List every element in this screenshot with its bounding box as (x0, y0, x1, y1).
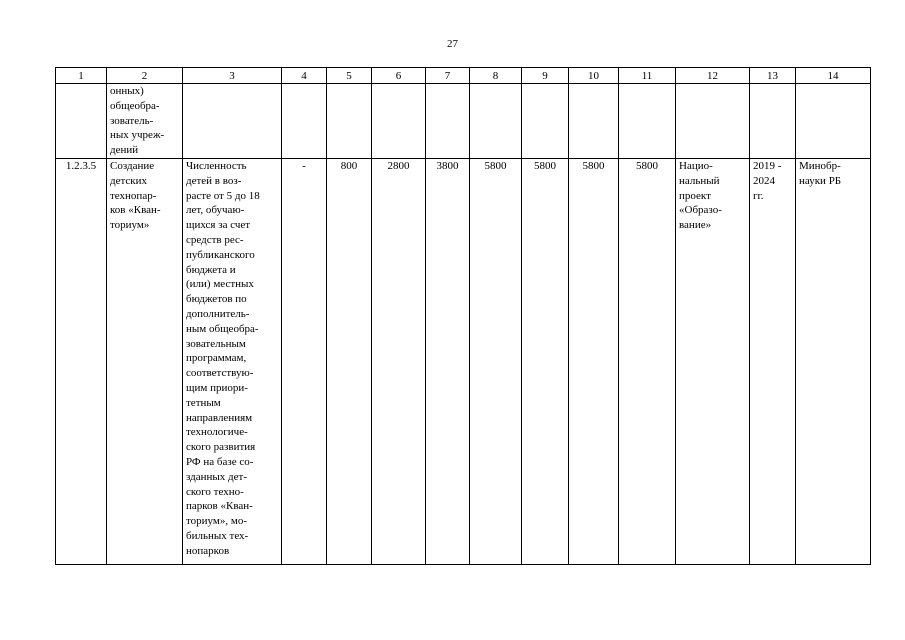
indicators-table (55, 67, 871, 565)
table-row-continuation (56, 84, 871, 159)
table-cell (619, 84, 676, 159)
table-cell (372, 84, 426, 159)
table-cell (327, 84, 372, 159)
indicator-description: Численность детей в воз- расте от 5 до 18 лет, обучаю- щихся за счет средств рес- публиканского бюджета и (или) местных бюджетов по дополнитель- ным общеобра- зовательным программам, соответствую- щим приори- тетным направлениям технологиче- ского развития РФ на базе со- зданных дет- ского техно- парков «Кван- ториум», мо- бильных тех- нопарков (183, 159, 282, 565)
column-header: 5 (327, 68, 372, 84)
column-header: 12 (676, 68, 750, 84)
page-number: 27 (447, 38, 458, 50)
column-header: 4 (282, 68, 327, 84)
column-header: 6 (372, 68, 426, 84)
table-cell (569, 84, 619, 159)
value-col8: 5800 (470, 159, 522, 565)
value-col4: - (282, 159, 327, 565)
column-header: 3 (183, 68, 282, 84)
column-header: 10 (569, 68, 619, 84)
column-header: 8 (470, 68, 522, 84)
row-code: 1.2.3.5 (56, 159, 107, 565)
table-row (56, 159, 871, 565)
value-col11: 5800 (619, 159, 676, 565)
table-cell-name-continued: онных) общеобра- зователь- ных учреж- дений (107, 84, 183, 159)
table-cell (676, 84, 750, 159)
value-col10: 5800 (569, 159, 619, 565)
column-header: 11 (619, 68, 676, 84)
table-header-row (56, 68, 871, 84)
responsible-executor: Минобр- науки РБ (796, 159, 871, 565)
table-cell (426, 84, 470, 159)
value-col6: 2800 (372, 159, 426, 565)
implementation-period: 2019 - 2024 гг. (750, 159, 796, 565)
value-col7: 3800 (426, 159, 470, 565)
column-header: 9 (522, 68, 569, 84)
table-cell (522, 84, 569, 159)
table-cell (796, 84, 871, 159)
table-cell (470, 84, 522, 159)
column-header: 2 (107, 68, 183, 84)
column-header: 13 (750, 68, 796, 84)
column-header: 1 (56, 68, 107, 84)
column-header: 7 (426, 68, 470, 84)
column-header: 14 (796, 68, 871, 84)
table-cell (750, 84, 796, 159)
project-name: Нацио- нальный проект «Образо- вание» (676, 159, 750, 565)
table-cell (56, 84, 107, 159)
value-col5: 800 (327, 159, 372, 565)
table-cell (183, 84, 282, 159)
value-col9: 5800 (522, 159, 569, 565)
table-cell (282, 84, 327, 159)
event-name: Создание детских технопар- ков «Кван- ториум» (107, 159, 183, 565)
